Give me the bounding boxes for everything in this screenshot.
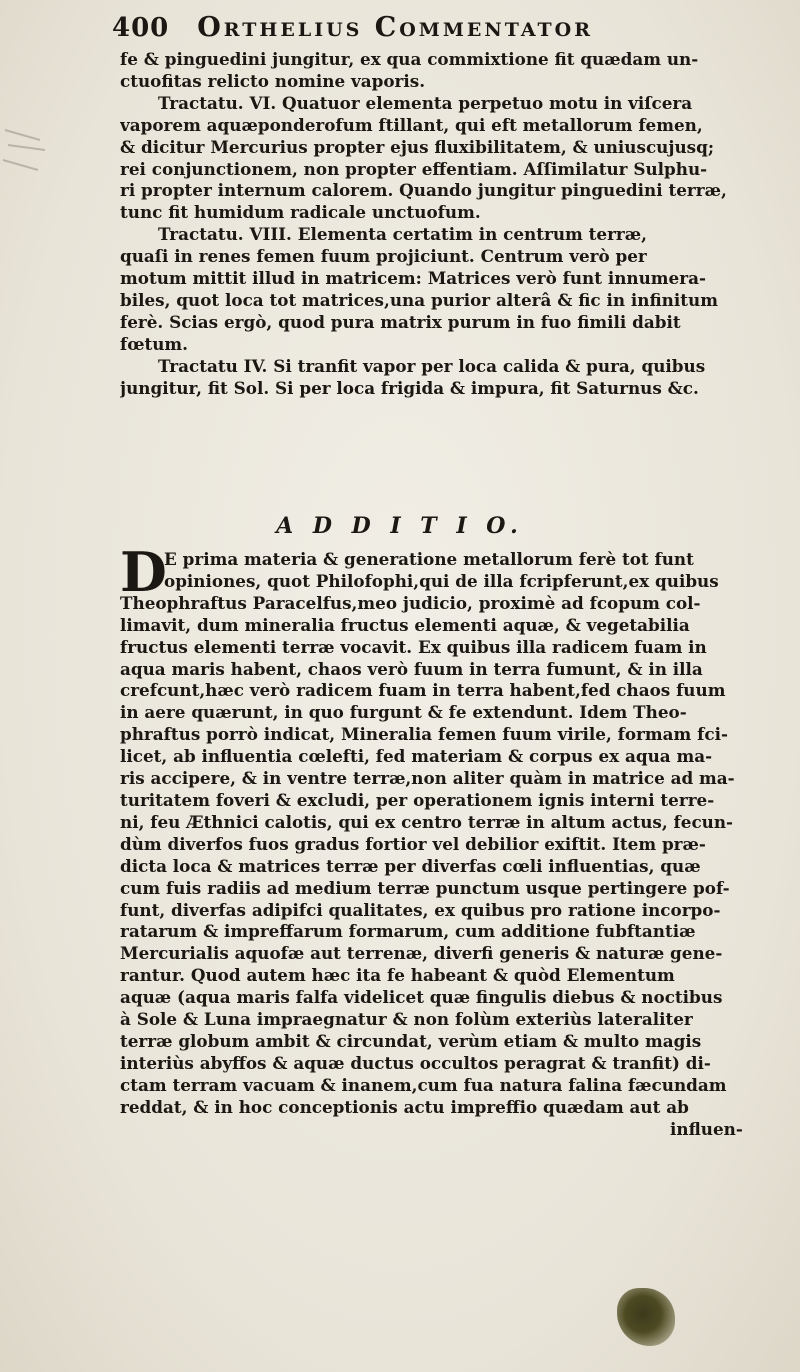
- text-line: terræ globum ambit & circundat, verùm etiam & multo magis: [120, 1030, 702, 1051]
- text-line: biles, quot loca tot matrices,una purior alterâ & fic in infinitum: [120, 289, 718, 310]
- margin-smudge-icon: [0, 120, 60, 190]
- text-line: aquæ (aqua maris falfa videlicet quæ fingulis diebus & noctibus: [120, 987, 723, 1008]
- text-line: phraftus porrò indicat, Mineralia femen fuum virile, formam fci-: [120, 724, 728, 745]
- text-line: cum fuis radiis ad medium terræ punctum usque pertingere pof-: [120, 877, 730, 898]
- text-line: rei conjunctionem, non propter effentiam. Aſſimilatur Sulphu-: [120, 158, 708, 179]
- text-line: aqua maris habent, chaos verò fuum in terra fumunt, & in illa: [120, 658, 703, 679]
- text-line: ris accipere, & in ventre terræ,non aliter quàm in matrice ad ma-: [120, 768, 735, 789]
- text-line: crefcunt,hæc verò radicem fuam in terra habent,fed chaos fuum: [120, 680, 726, 701]
- text-line: dùm diverfos fuos gradus fortior vel debilior exiftit. Item præ-: [120, 833, 706, 854]
- additio-block: [120, 540, 790, 1140]
- text-line: opiniones, quot Philofophi,qui de illa fcripferunt,ex quibus: [164, 570, 719, 591]
- text-line: & dicitur Mercurius propter ejus fluxibilitatem, & uniuscujusq;: [120, 136, 715, 157]
- text-line: Theophraftus Paracelfus,meo judicio, proximè ad fcopum col-: [120, 592, 701, 613]
- running-title: Orthelius Commentator: [197, 12, 594, 43]
- page-header: [112, 12, 712, 52]
- text-line: ri propter internum calorem. Quando jungitur pinguedini terræ,: [120, 180, 727, 201]
- text-line: turitatem foveri & excludi, per operationem ignis interni terre-: [120, 789, 715, 810]
- text-line: ratarum & impreffarum formarum, cum additione fubftantiæ: [120, 921, 696, 942]
- ink-stain-icon: [617, 1288, 675, 1346]
- text-line: rantur. Quod autem hæc ita fe habeant & quòd Elementum: [120, 965, 675, 986]
- text-line: motum mittit illud in matricem: Matrices verò funt innumera-: [120, 268, 706, 289]
- page-number: 400: [112, 13, 170, 43]
- drop-cap: D: [120, 540, 167, 604]
- text-line: Tractatu. VI. Quatuor elementa perpetuo motu in viſcera: [158, 92, 693, 113]
- text-line: vaporem aquæponderofum ftillant, qui eft metallorum femen,: [120, 114, 703, 135]
- text-line: fœtum.: [120, 333, 189, 354]
- text-line: funt, diverfas adipifci qualitates, ex quibus pro ratione incorpo-: [120, 899, 721, 920]
- text-line: jungitur, fit Sol. Si per loca frigida & impura, fit Saturnus &c.: [120, 377, 699, 398]
- catchword: influen-: [670, 1118, 743, 1139]
- text-line: à Sole & Luna impraegnatur & non folùm exteriùs lateraliter: [120, 1009, 693, 1030]
- text-line: fe & pinguedini jungitur, ex qua commixtione fit quædam un-: [120, 49, 699, 69]
- text-line: limavit, dum mineralia fructus elementi aquæ, & vegetabilia: [120, 614, 690, 635]
- text-line: interiùs abyffos & aquæ ductus occultos peragrat & tranfit) di-: [120, 1052, 711, 1073]
- text-line: fructus elementi terræ vocavit. Ex quibus illa radicem fuam in: [120, 636, 707, 657]
- section-heading: A D D I T I O.: [276, 513, 524, 539]
- text-line: ni, feu Æthnici calotis, qui ex centro terræ in altum actus, fecun-: [120, 811, 734, 832]
- text-line: dicta loca & matrices terræ per diverfas cœli influentias, quæ: [120, 855, 701, 876]
- text-line: Mercurialis aquofæ aut terrenæ, diverfi generis & naturæ gene-: [120, 943, 723, 964]
- text-line: ferè. Scias ergò, quod pura matrix purum in fuo fimili dabit: [120, 311, 681, 332]
- commentary-block: [120, 49, 790, 400]
- text-line: quaſi in renes femen fuum projiciunt. Centrum verò per: [120, 246, 647, 267]
- text-line: reddat, & in hoc conceptionis actu impreffio quædam aut ab: [120, 1096, 689, 1117]
- text-line: Tractatu. VIII. Elementa certatim in centrum terræ,: [158, 224, 647, 245]
- text-line: ctam terram vacuam & inanem,cum fua natura falina fæcundam: [120, 1074, 727, 1095]
- text-line: E prima materia & generatione metallorum ferè tot funt: [164, 549, 694, 569]
- text-line: tunc fit humidum radicale unctuofum.: [120, 202, 481, 223]
- text-line: ctuofitas relicto nomine vaporis.: [120, 70, 426, 91]
- text-line: in aere quærunt, in quo furgunt & fe extendunt. Idem Theo-: [120, 702, 687, 723]
- text-line: licet, ab influentia cœlefti, fed materiam & corpus ex aqua ma-: [120, 746, 713, 767]
- text-line: Tractatu IV. Si tranfit vapor per loca calida & pura, quibus: [158, 355, 706, 376]
